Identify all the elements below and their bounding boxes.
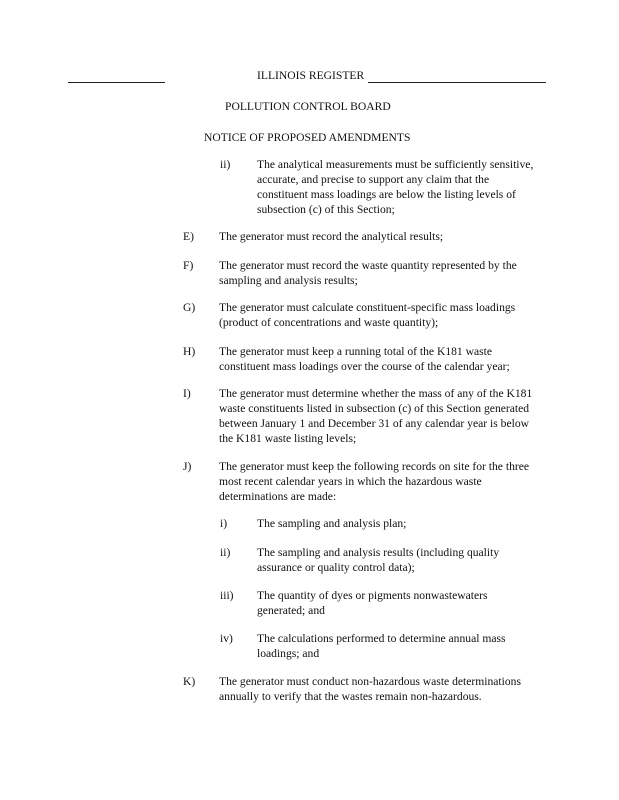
text-line: The generator must keep the following records on site for the three — [219, 460, 530, 473]
text-line: The analytical measurements must be sufficiently sensitive, — [257, 158, 534, 171]
text-line: annually to verify that the wastes remain non-hazardous. — [219, 690, 482, 703]
text-line: accurate, and precise to support any claim that the — [257, 173, 490, 186]
text-line: The generator must record the waste quantity represented by the — [219, 259, 517, 272]
item-text-h — [219, 344, 510, 374]
text-line: constituent mass loadings over the course of the calendar year; — [219, 360, 510, 373]
top-item-label: ii) — [220, 158, 231, 171]
sub-item-text-iii — [257, 588, 488, 618]
text-line: waste constituents listed in subsection (c) of this Section generated — [219, 402, 530, 415]
text-line: The generator must determine whether the mass of any of the K181 — [219, 387, 533, 400]
header-rule-left — [68, 82, 165, 83]
item-label-f: F) — [183, 259, 194, 272]
item-label-g: G) — [183, 301, 196, 314]
register-title: ILLINOIS REGISTER — [257, 69, 365, 82]
sub-item-label-iv: iv) — [220, 632, 233, 645]
text-line: sampling and analysis results; — [219, 274, 358, 287]
text-line: The generator must keep a running total of the K181 waste — [219, 345, 493, 358]
text-line: (product of concentrations and waste quantity); — [219, 316, 439, 329]
item-text-g — [219, 300, 515, 330]
sub-item-label-ii: ii) — [220, 546, 231, 559]
top-item-text — [257, 157, 533, 217]
item-label-i: I) — [183, 387, 191, 400]
text-line: subsection (c) of this Section; — [257, 203, 395, 216]
item-text-e — [219, 229, 443, 244]
sub-item-label-i: i) — [220, 517, 228, 530]
item-label-h: H) — [183, 345, 196, 358]
text-line: The quantity of dyes or pigments nonwastewaters — [257, 589, 488, 602]
item-text-i — [219, 386, 532, 446]
text-line: The calculations performed to determine annual mass — [257, 632, 506, 645]
text-line: the K181 waste listing levels; — [219, 432, 357, 445]
text-line: most recent calendar years in which the hazardous waste — [219, 475, 482, 488]
notice-title: NOTICE OF PROPOSED AMENDMENTS — [204, 131, 411, 144]
text-line: between January 1 and December 31 of any calendar year is below — [219, 417, 529, 430]
sub-item-label-iii: iii) — [220, 589, 234, 602]
item-text-k — [219, 674, 521, 704]
text-line: generated; and — [257, 604, 325, 617]
sub-item-text-iv — [257, 631, 506, 661]
item-label-j: J) — [183, 460, 192, 473]
text-line: loadings; and — [257, 647, 320, 660]
text-line: constituent mass loadings are below the listing levels of — [257, 188, 516, 201]
text-line: The generator must calculate constituent-specific mass loadings — [219, 301, 516, 314]
item-label-k: K) — [183, 675, 196, 688]
sub-item-text-i — [257, 516, 406, 531]
sub-item-text-ii — [257, 545, 499, 575]
item-label-e: E) — [183, 230, 194, 243]
text-line: The sampling and analysis results (including quality — [257, 546, 500, 559]
item-text-f — [219, 258, 517, 288]
header-rule-right — [368, 82, 546, 83]
item-text-j — [219, 459, 529, 504]
text-line: The generator must conduct non-hazardous waste determinations — [219, 675, 521, 688]
text-line: The sampling and analysis plan; — [257, 517, 407, 530]
text-line: The generator must record the analytical results; — [219, 230, 444, 243]
board-title: POLLUTION CONTROL BOARD — [225, 100, 391, 113]
text-line: assurance or quality control data); — [257, 561, 415, 574]
text-line: determinations are made: — [219, 490, 337, 503]
